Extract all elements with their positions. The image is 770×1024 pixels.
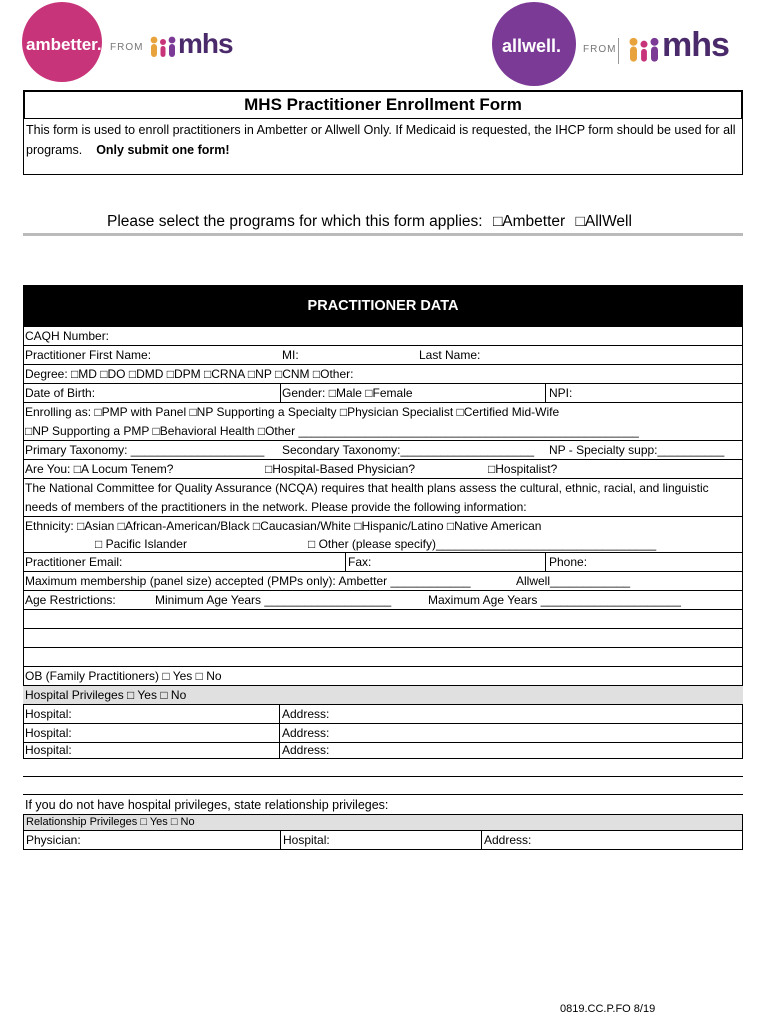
from-label: FROM	[110, 42, 144, 53]
locum-tenem-option[interactable]: Are You: □A Locum Tenem?	[25, 462, 174, 476]
ncqa-text: The National Committee for Quality Assurance (NCQA) requires that health plans assess the cultural, ethnic, racial, and linguistic needs of members of the practitioners in the network. Please provide the following information:	[25, 481, 709, 514]
address-label[interactable]: Address:	[282, 743, 330, 757]
relationship-intro: If you do not have hospital privileges, state relationship privileges:	[25, 798, 389, 812]
page-title: MHS Practitioner Enrollment Form	[244, 95, 522, 114]
relationship-options[interactable]: Relationship Privileges □ Yes □ No	[26, 816, 195, 828]
ethnicity-row	[23, 517, 743, 536]
intro-box	[23, 119, 743, 175]
physician-label[interactable]: Physician:	[26, 833, 81, 847]
age-row	[23, 591, 743, 610]
ob-options[interactable]: OB (Family Practitioners) □ Yes □ No	[25, 669, 222, 683]
enrolling-options[interactable]: Enrolling as: □PMP with Panel □NP Supporting a Specialty □Physician Specialist □Certified Mid-Wife	[25, 405, 560, 419]
max-age-field[interactable]: Maximum Age Years _____________________	[428, 593, 681, 607]
npi-label[interactable]: NPI:	[549, 386, 573, 400]
relationship-row	[23, 814, 743, 831]
divider	[23, 233, 743, 236]
fax-label[interactable]: Fax:	[348, 555, 372, 569]
enrolling-options-2[interactable]: □NP Supporting a PMP □Behavioral Health □Other ___________________________________________________	[25, 424, 639, 438]
divider	[23, 794, 743, 795]
form-code: 0819.CC.P.FO 8/19	[560, 1003, 656, 1015]
ob-row	[23, 667, 743, 686]
hospital-label[interactable]: Hospital:	[25, 743, 72, 757]
secondary-taxonomy[interactable]: Secondary Taxonomy:____________________	[282, 443, 534, 457]
gender-options[interactable]: Gender: □Male □Female	[282, 386, 413, 400]
membership-row	[23, 572, 743, 591]
hospital-row	[23, 705, 743, 724]
caqh-row	[23, 327, 743, 346]
divider	[23, 758, 743, 759]
hospitalist-option[interactable]: □Hospitalist?	[488, 462, 558, 476]
intro-text: This form is used to enroll practitioners in Ambetter or Allwell Only. If Medicaid is requested, the IHCP form should be used for all programs.	[26, 123, 736, 157]
degree-row	[23, 365, 743, 384]
divider	[23, 776, 743, 777]
blank-row	[23, 648, 743, 667]
ethnicity-row-2	[23, 536, 743, 553]
enrolling-row	[23, 403, 743, 422]
dob-label[interactable]: Date of Birth:	[25, 386, 96, 400]
section-header	[23, 285, 743, 327]
blank-row	[23, 610, 743, 629]
age-restrictions-label: Age Restrictions:	[25, 593, 116, 607]
caqh-label[interactable]: CAQH Number:	[25, 329, 110, 343]
enrolling-row-2	[23, 422, 743, 441]
address-label[interactable]: Address:	[282, 726, 330, 740]
title-bar	[23, 90, 743, 119]
blank-row	[23, 629, 743, 648]
hospital-privileges-row	[23, 686, 743, 705]
pacific-islander-option[interactable]: □ Pacific Islander	[95, 537, 187, 551]
mi-label[interactable]: MI:	[282, 348, 299, 362]
other-specify-option[interactable]: □ Other (please specify)_________________________________	[308, 537, 657, 551]
hospital-label[interactable]: Hospital:	[25, 726, 72, 740]
people-icon	[148, 35, 178, 59]
hospital-label[interactable]: Hospital:	[25, 707, 72, 721]
program-select-line	[107, 213, 632, 231]
last-name-label[interactable]: Last Name:	[419, 348, 481, 362]
are-you-row	[23, 460, 743, 479]
people-icon	[626, 36, 662, 64]
phone-label[interactable]: Phone:	[549, 555, 588, 569]
mhs-brand-text: mhs	[178, 28, 233, 59]
allwell-brand-text: allwell.	[502, 36, 562, 56]
relationship-address-label[interactable]: Address:	[484, 833, 532, 847]
hospital-privileges-options[interactable]: Hospital Privileges □ Yes □ No	[25, 688, 187, 702]
physician-row	[23, 831, 743, 850]
mhs-brand-text: mhs	[662, 26, 729, 64]
ambetter-brand-text: ambetter.	[26, 35, 102, 54]
address-label[interactable]: Address:	[282, 707, 330, 721]
degree-options[interactable]: Degree: □MD □DO □DMD □DPM □CRNA □NP □CNM □Other:	[25, 367, 354, 381]
ambetter-logo	[22, 2, 232, 82]
logo-divider	[618, 38, 619, 64]
ncqa-row	[23, 479, 743, 517]
min-age-field[interactable]: Minimum Age Years ___________________	[155, 593, 392, 607]
email-label[interactable]: Practitioner Email:	[25, 555, 123, 569]
taxonomy-row	[23, 441, 743, 460]
hospital-row	[23, 724, 743, 743]
first-name-label[interactable]: Practitioner First Name:	[25, 348, 152, 362]
hospital-based-option[interactable]: □Hospital-Based Physician?	[265, 462, 415, 476]
from-label: FROM	[583, 44, 617, 55]
allwell-logo	[492, 2, 752, 88]
intro-emphasis: Only submit one form!	[96, 143, 230, 157]
dob-row	[23, 384, 743, 403]
max-membership[interactable]: Maximum membership (panel size) accepted (PMPs only): Ambetter ____________	[25, 574, 471, 588]
allwell-membership[interactable]: Allwell____________	[516, 574, 631, 588]
ethnicity-options[interactable]: Ethnicity: □Asian □African-American/Black □Caucasian/White □Hispanic/Latino □Native American	[25, 519, 542, 533]
relationship-hospital-label[interactable]: Hospital:	[283, 833, 330, 847]
allwell-checkbox[interactable]: □AllWell	[575, 213, 632, 230]
ambetter-checkbox[interactable]: □Ambetter	[492, 213, 566, 230]
section-title: PRACTITIONER DATA	[307, 298, 459, 314]
name-row	[23, 346, 743, 365]
np-specialty[interactable]: NP - Specialty supp:__________	[549, 443, 725, 457]
contact-row	[23, 553, 743, 572]
primary-taxonomy[interactable]: Primary Taxonomy: ____________________	[25, 443, 265, 457]
program-select-prompt: Please select the programs for which this form applies:	[107, 213, 483, 230]
hospital-row	[23, 743, 743, 758]
